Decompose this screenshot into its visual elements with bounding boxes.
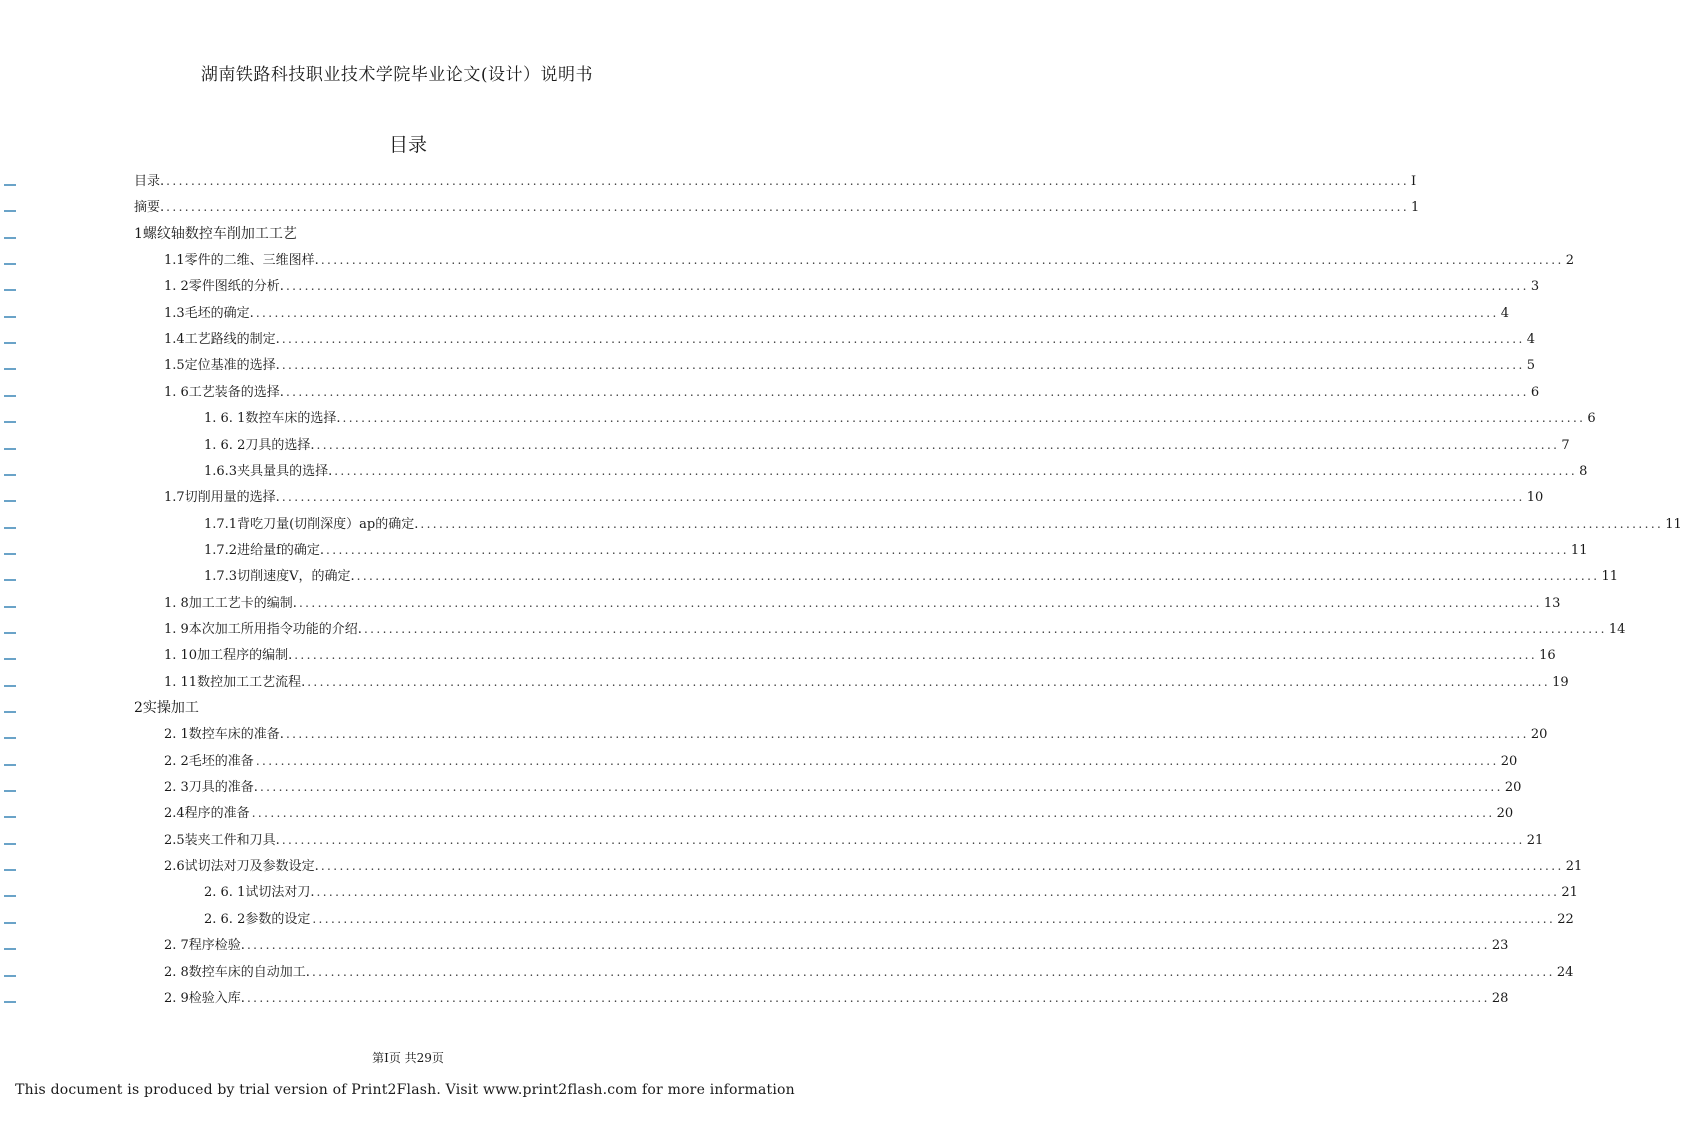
toc-entry-page: 11 — [1665, 516, 1682, 532]
toc-entry[interactable] — [134, 697, 794, 719]
toc-entry[interactable] — [164, 802, 1514, 824]
margin-mark-icon — [4, 421, 16, 423]
toc-leader-dots: ........................................................................................................................................................................................................ — [246, 990, 1490, 1005]
toc-entry-label: 目录. — [134, 174, 165, 189]
toc-entry-label: 1.6.3夹具量具的选择. — [204, 463, 333, 479]
toc-entry[interactable] — [164, 328, 1535, 350]
toc-leader-dots: ........................................................................................................................................................................................................ — [281, 832, 1525, 847]
toc-entry-label: 2. 6. 1试切法对刀. — [204, 885, 315, 901]
margin-mark-icon — [4, 527, 16, 529]
toc-leader-dots: ........................................................................................................................................................................................................ — [281, 490, 1525, 505]
toc-entry-page: 6 — [1530, 384, 1540, 400]
toc-entry[interactable] — [164, 644, 1556, 666]
margin-mark-icon — [4, 342, 16, 344]
toc-entry-label: 2.5装夹工件和刀具. — [164, 832, 280, 848]
toc-leader-dots: ........................................................................................................................................................................................................ — [326, 542, 1569, 557]
toc-entry[interactable] — [134, 196, 1420, 218]
toc-entry[interactable] — [134, 223, 794, 245]
toc-entry-page: 24 — [1556, 964, 1574, 980]
toc-entry-label: 1.7切削用量的选择. — [164, 490, 280, 506]
toc-entry-page: 21 — [1526, 832, 1544, 848]
margin-mark-icon — [4, 790, 16, 792]
toc-entry-page: 3 — [1530, 279, 1540, 295]
margin-mark-icon — [4, 632, 16, 634]
toc-entry-page: 6 — [1587, 411, 1596, 427]
toc-entry[interactable] — [164, 723, 1548, 745]
margin-mark-icon — [4, 895, 16, 897]
toc-entry-page: 20 — [1530, 727, 1548, 743]
toc-entry[interactable] — [204, 908, 1574, 930]
toc-leader-dots: ........................................................................................................................................................................................................ — [285, 384, 1529, 399]
toc-entry[interactable] — [204, 513, 1682, 535]
toc-leader-dots: ........................................................................................................................................................................................................ — [320, 253, 1564, 268]
toc-entry-label: 2.4程序的准备 — [164, 806, 250, 822]
toc-leader-dots: ........................................................................................................................................................................................................ — [320, 859, 1564, 874]
margin-mark-icon — [4, 289, 16, 291]
margin-mark-icon — [4, 395, 16, 397]
toc-leader-dots: ........................................................................................................................................................................................................ — [307, 674, 1551, 689]
toc-entry-label: 2. 9检验入库. — [164, 990, 245, 1006]
toc-entry-page: 5 — [1526, 358, 1535, 374]
toc-entry-page: 14 — [1608, 621, 1626, 637]
toc-entry-label: 2. 3刀具的准备. — [164, 780, 258, 796]
margin-mark-icon — [4, 448, 16, 450]
margin-mark-icon — [4, 922, 16, 924]
toc-entry[interactable] — [164, 750, 1518, 772]
toc-entry-page: 21 — [1565, 859, 1583, 875]
toc-leader-dots: ........................................................................................................................................................................................................ — [311, 964, 1555, 979]
toc-entry[interactable] — [164, 671, 1569, 693]
toc-entry-label: 2. 1数控车床的准备. — [164, 727, 284, 743]
toc-entry[interactable] — [164, 618, 1626, 640]
toc-entry[interactable] — [164, 249, 1574, 271]
toc-entry-page: 7 — [1561, 437, 1570, 453]
toc-entry-label: 摘要. — [134, 200, 165, 216]
margin-mark-icon — [4, 843, 16, 845]
toc-entry-label: 2. 6. 2参数的设定 — [204, 911, 311, 927]
margin-mark-icon — [4, 500, 16, 502]
toc-entry-page: 11 — [1570, 542, 1588, 558]
margin-mark-icon — [4, 764, 16, 766]
toc-entry-label: 1. 8加工工艺卡的编制. — [164, 595, 297, 611]
toc-leader-dots: ........................................................................................................................................................................................................ — [420, 516, 1664, 531]
toc-entry-label: 1. 6. 2刀具的选择. — [204, 437, 315, 453]
margin-mark-icon — [4, 816, 16, 818]
margin-mark-icon — [4, 711, 16, 713]
toc-entry[interactable] — [164, 961, 1574, 983]
margin-mark-icon — [4, 368, 16, 370]
toc-leader-dots: ........................................................................................................................................................................................................ — [281, 332, 1525, 347]
toc-entry-page: 11 — [1601, 569, 1619, 585]
toc-entry-page: 2 — [1565, 253, 1574, 269]
margin-mark-icon — [4, 975, 16, 977]
toc-leader-dots: ........................................................................................................................................................................................................ — [342, 411, 1586, 426]
margin-mark-icon — [4, 210, 16, 212]
toc-entry-page: 22 — [1557, 911, 1574, 927]
toc-entry-label: 1.3毛坯的确定. — [164, 305, 254, 321]
margin-mark-icon — [4, 316, 16, 318]
toc-entry-label: 1. 10加工程序的编制. — [164, 648, 293, 664]
toc-leader-dots: ........................................................................................................................................................................................................ — [285, 279, 1529, 294]
toc-entry[interactable] — [164, 354, 1535, 376]
toc-entry-label: 1.1零件的二维、三维图样. — [164, 253, 319, 269]
toc-leader-dots: ........................................................................................................................................................................................................ — [259, 780, 1503, 795]
toc-entry[interactable] — [204, 565, 1619, 587]
toc-entry-page: 4 — [1500, 305, 1509, 321]
margin-mark-icon — [4, 948, 16, 950]
margin-mark-icon — [4, 553, 16, 555]
toc-entry[interactable] — [164, 987, 1509, 1009]
toc-leader-dots: ........................................................................................................................................................................................................ — [281, 358, 1525, 373]
margin-mark-icon — [4, 237, 16, 239]
toc-entry-page: 1 — [1411, 200, 1420, 216]
toc-entry[interactable] — [204, 539, 1588, 561]
toc-entry-label: 2. 2毛坯的准备 — [164, 753, 254, 769]
margin-mark-icon — [4, 869, 16, 871]
toc-entry-label: 2.6试切法对刀及参数设定. — [164, 859, 319, 875]
margin-mark-icon — [4, 685, 16, 687]
toc-leader-dots: ........................................................................................................................................................................................................ — [316, 437, 1560, 452]
toc-leader-dots: ........................................................................................................................................................................................................ — [312, 911, 1556, 926]
toc-entry-page: 13 — [1543, 595, 1561, 611]
toc-entry[interactable] — [164, 381, 1540, 403]
toc-entry-page: I — [1411, 174, 1417, 189]
toc-leader-dots: ........................................................................................................................................................................................................ — [363, 621, 1607, 636]
toc-leader-dots: ........................................................................................................................................................................................................ — [316, 885, 1560, 900]
toc-entry[interactable] — [164, 275, 1540, 297]
toc-entry-page: 28 — [1491, 990, 1509, 1006]
toc-leader-dots: ........................................................................................................................................................................................................ — [166, 200, 1410, 215]
margin-mark-icon — [4, 1001, 16, 1003]
margin-mark-icon — [4, 184, 16, 186]
toc-entry[interactable] — [204, 881, 1578, 903]
toc-leader-dots: ........................................................................................................................................................................................................ — [166, 174, 1410, 188]
toc-entry-page: 16 — [1539, 648, 1556, 664]
toc-entry-label: 2. 7程序检验. — [164, 938, 245, 954]
toc-entry-label: 1.4工艺路线的制定. — [164, 332, 280, 348]
margin-mark-icon — [4, 263, 16, 265]
toc-entry-label: 1.7.3切削速度V，的确定. — [204, 569, 355, 585]
margin-mark-icon — [4, 737, 16, 739]
toc-leader-dots: ........................................................................................................................................................................................................ — [246, 938, 1490, 953]
toc-entry[interactable] — [164, 592, 1561, 614]
toc-leader-dots: ........................................................................................................................................................................................................ — [251, 806, 1495, 821]
toc-entry-page: 20 — [1500, 753, 1518, 769]
margin-mark-icon — [4, 658, 16, 660]
toc-entry[interactable] — [204, 460, 1588, 482]
toc-entry-label: 1. 11数控加工工艺流程. — [164, 674, 306, 690]
toc-entry[interactable] — [164, 776, 1522, 798]
toc-entry-page: 20 — [1504, 780, 1522, 796]
margin-mark-icon — [4, 579, 16, 581]
toc-entry-page: 21 — [1561, 885, 1578, 901]
margin-mark-icon — [4, 474, 16, 476]
trial-watermark: This document is produced by trial version of Print2Flash. Visit www.print2flash.com for more information — [15, 1082, 795, 1098]
toc-entry-page: 10 — [1526, 490, 1544, 506]
toc-entry-label: 1.7.1背吃刀量(切削深度）ap的确定. — [204, 516, 419, 532]
toc-entry[interactable] — [164, 302, 1509, 324]
toc-leader-dots: ........................................................................................................................................................................................................ — [285, 727, 1529, 742]
toc-entry-label: 2. 8数控车床的自动加工. — [164, 964, 310, 980]
toc-entry-label: 1. 2零件图纸的分析. — [164, 279, 284, 295]
toc-leader-dots: ........................................................................................................................................................................................................ — [294, 648, 1538, 663]
toc-entry[interactable] — [164, 829, 1544, 851]
toc-entry[interactable] — [204, 434, 1570, 456]
toc-leader-dots: ........................................................................................................................................................................................................ — [255, 753, 1499, 768]
toc-entry-label: 1. 9本次加工所用指令功能的介绍. — [164, 621, 362, 637]
toc-leader-dots: ........................................................................................................................................................................................................ — [334, 463, 1578, 478]
toc-entry-page: 4 — [1526, 332, 1535, 348]
document-header: 湖南铁路科技职业技术学院毕业论文(设计）说明书 — [200, 65, 594, 85]
toc-entry-page: 23 — [1491, 938, 1509, 954]
toc-leader-dots: ........................................................................................................................................................................................................ — [255, 305, 1499, 320]
toc-entry[interactable] — [164, 855, 1583, 877]
toc-entry-page: 8 — [1579, 463, 1588, 479]
margin-mark-icon — [4, 606, 16, 608]
toc-leader-dots: ........................................................................................................................................................................................................ — [298, 595, 1542, 610]
toc-title: 目录 — [388, 134, 427, 156]
toc-entry-label: 1.5定位基准的选择. — [164, 358, 280, 374]
toc-entry-label: 1. 6. 1数控车床的选择. — [204, 411, 341, 427]
toc-entry-label: 1.7.2进给量f的确定. — [204, 542, 325, 558]
toc-leader-dots: ........................................................................................................................................................................................................ — [356, 569, 1600, 584]
toc-entry[interactable] — [134, 170, 1417, 192]
toc-entry[interactable] — [164, 934, 1509, 956]
toc-entry[interactable] — [204, 407, 1596, 429]
toc-entry-page: 20 — [1496, 806, 1514, 822]
toc-entry-page: 19 — [1552, 674, 1569, 690]
toc-entry-label: 1. 6工艺装备的选择. — [164, 384, 284, 400]
toc-entry[interactable] — [164, 486, 1544, 508]
page-number: 第I页 共29页 — [372, 1051, 444, 1065]
toc-entry-label: 1螺纹轴数控车削加工工艺 — [134, 225, 297, 242]
toc-entry-label: 2实操加工 — [134, 700, 199, 716]
